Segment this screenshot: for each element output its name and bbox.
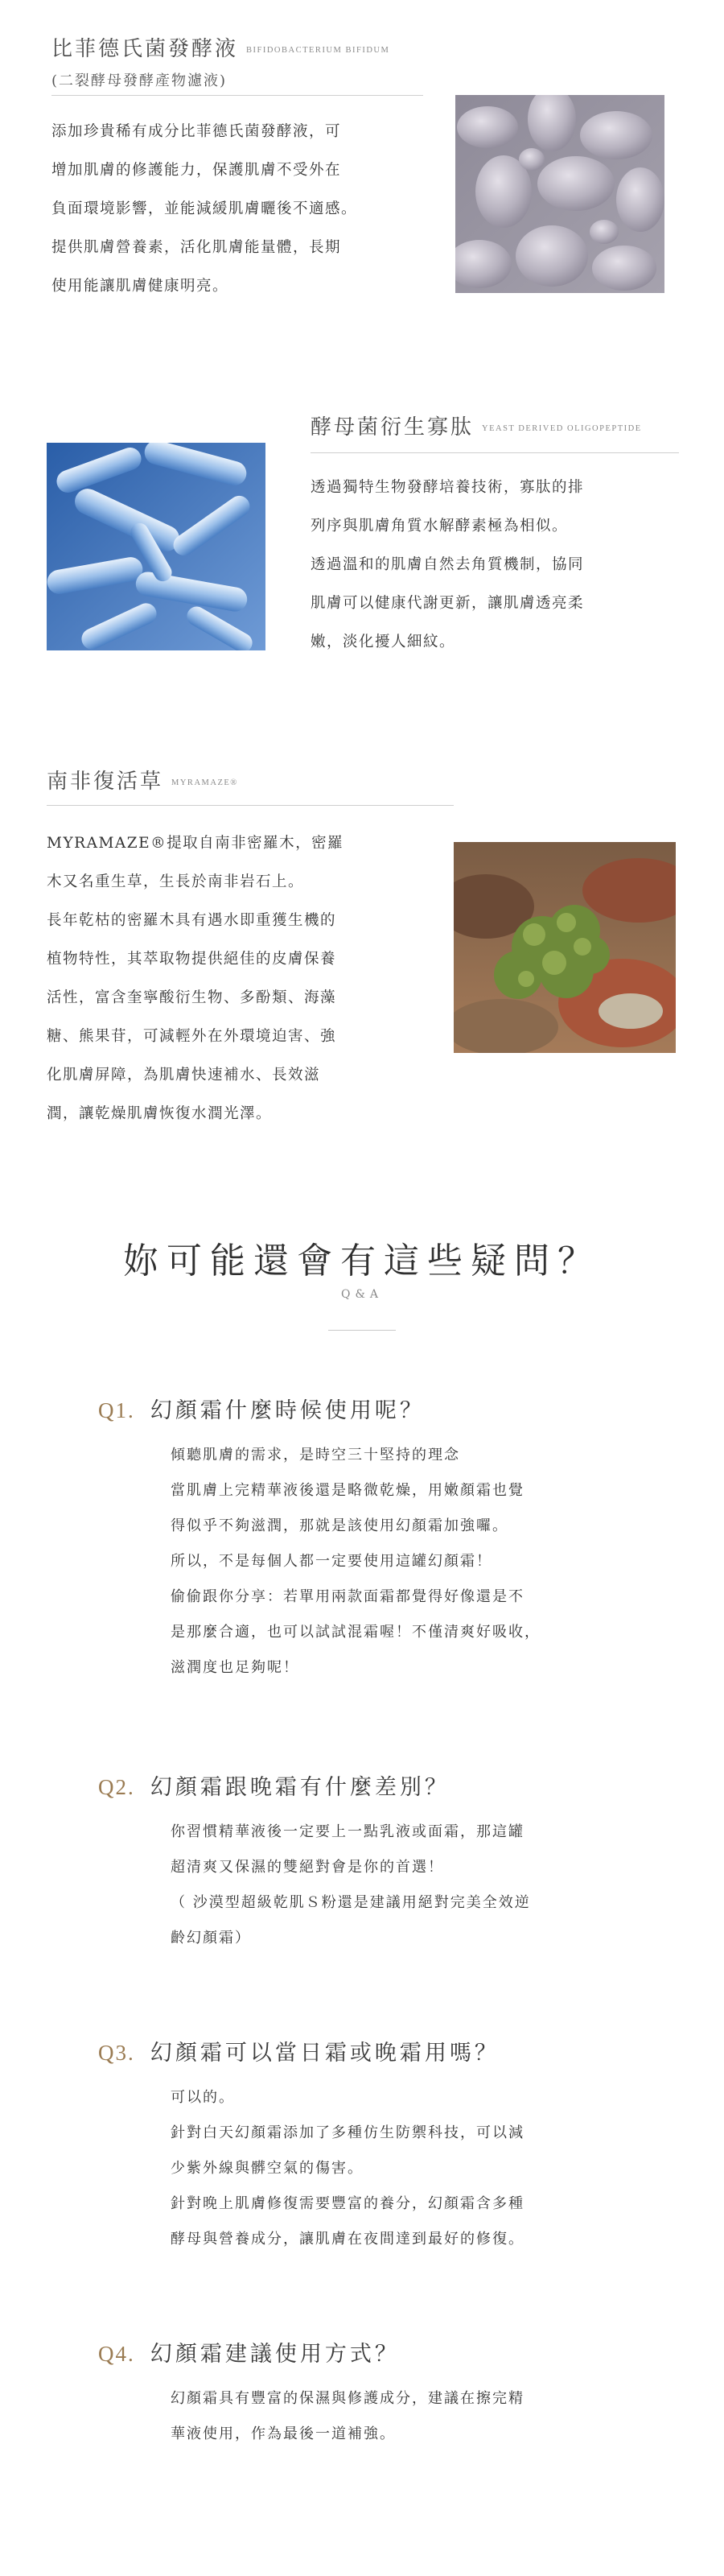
section-3-line: 長年乾枯的密羅木具有遇水即重獲生機的	[47, 912, 337, 929]
faq-answer	[171, 2381, 661, 2452]
section-3-title-row	[47, 765, 238, 795]
section-bifidobacterium	[0, 0, 724, 338]
section-1-body	[51, 113, 438, 306]
faq-subtitle: Q&A	[340, 1288, 384, 1301]
faq-answer-line: 華液使用，作為最後一道補強。	[171, 2425, 396, 2442]
faq-answer	[171, 2080, 661, 2257]
section-2-line: 透過獨特生物發酵培養技術，寡肽的排	[311, 479, 585, 496]
section-3-line: 木又名重生草，生長於南非岩石上。	[47, 873, 305, 890]
faq-question-row	[98, 2336, 400, 2368]
yeast-micrograph-image	[455, 95, 664, 293]
faq-answer-line: 你習慣精華液後一定要上一點乳液或面霜，那這罐	[171, 1823, 524, 1840]
bacteria-micrograph-image	[47, 443, 265, 650]
faq-question-number: Q2.	[98, 1775, 135, 1799]
section-2-line: 肌膚可以健康代謝更新，讓肌膚透亮柔	[311, 595, 585, 612]
faq-answer-line: 當肌膚上完精華液後還是略微乾燥，用嫩顏霜也覺	[171, 1482, 524, 1499]
section-2-line: 透過溫和的肌膚自然去角質機制，協同	[311, 556, 585, 573]
section-3-line: 活性，富含奎寧酸衍生物、多酚類、海藻	[47, 989, 337, 1006]
faq-question-row	[98, 1769, 450, 1801]
section-1-line: 負面環境影響，並能減緩肌膚曬後不適感。	[51, 200, 358, 217]
faq-answer-line: 可以的。	[171, 2089, 235, 2106]
section-3-line: 糖、熊果苷，可減輕外在外環境迫害、強	[47, 1028, 337, 1045]
section-3-divider	[47, 805, 454, 806]
faq-answer	[171, 1438, 661, 1686]
faq-question-text: 幻顏霜可以當日霜或晚霜用嗎？	[150, 2041, 500, 2066]
faq-answer-line: 酵母與營養成分，讓肌膚在夜間達到最好的修復。	[171, 2231, 524, 2248]
section-3-subtitle-en: MYRAMAZE®	[171, 778, 238, 787]
section-1-line: 增加肌膚的修護能力，保護肌膚不受外在	[51, 162, 342, 179]
section-1-line: 提供肌膚營養素，活化肌膚能量體，長期	[51, 239, 342, 256]
section-2-title: 酵母菌衍生寡肽	[311, 415, 475, 440]
section-2-line: 列序與肌膚角質水解酵素極為相似。	[311, 518, 569, 535]
section-1-line: 使用能讓肌膚健康明亮。	[51, 278, 229, 295]
faq-question-row	[98, 2035, 500, 2066]
faq-question-number: Q4.	[98, 2342, 135, 2366]
faq-question-number: Q1.	[98, 1398, 135, 1422]
faq-answer-line: 得似乎不夠滋潤，那就是該使用幻顏霜加強囉。	[171, 1517, 508, 1534]
section-3-title: 南非復活草	[47, 770, 164, 794]
faq-separator	[328, 1330, 396, 1331]
section-2-title-row	[311, 411, 642, 440]
section-2-line: 嫩，淡化擾人細紋。	[311, 634, 456, 650]
faq-title: 妳可能還會有這些疑問？	[123, 1241, 601, 1282]
faq-answer-line: 幻顏霜具有豐富的保濕與修護成分，建議在擦完精	[171, 2390, 524, 2407]
section-3-body	[47, 824, 449, 1133]
section-2-body	[311, 469, 689, 662]
section-1-subtitle-zh: (二裂酵母發酵產物濾液)	[51, 72, 228, 89]
faq-answer-line: 傾聽肌膚的需求，是時空三十堅持的理念	[171, 1447, 460, 1463]
faq-question-row	[98, 1393, 425, 1424]
faq-answer-line: 偷偷跟你分享：若單用兩款面霜都覺得好像還是不	[171, 1588, 524, 1605]
section-1-title: 比菲德氏菌發酵液	[51, 37, 239, 61]
faq-question-text: 幻顏霜建議使用方式？	[150, 2342, 400, 2367]
section-oligopeptide	[0, 386, 724, 724]
section-1-line: 添加珍貴稀有成分比菲德氏菌發酵液，可	[51, 123, 342, 140]
faq-answer-line: 針對白天幻顏霜添加了多種仿生防禦科技，可以減	[171, 2124, 524, 2141]
faq-answer-line: 齡幻顏霜）	[171, 1930, 251, 1946]
section-1-divider	[51, 95, 423, 96]
faq-question-number: Q3.	[98, 2041, 135, 2065]
section-2-subtitle-en: YEAST DERIVED OLIGOPEPTIDE	[482, 423, 642, 433]
section-myramaze	[0, 757, 724, 1143]
faq-answer-line: 少紫外線與髒空氣的傷害。	[171, 2160, 364, 2177]
section-2-divider	[311, 452, 679, 453]
faq-answer-line: 超清爽又保濕的雙絕對會是你的首選！	[171, 1859, 444, 1876]
section-3-line: MYRAMAZE®提取自南非密羅木，密羅	[47, 835, 344, 852]
faq-answer	[171, 1814, 661, 1956]
faq-answer-line: （ 沙漠型超級乾肌Ｓ粉還是建議用絕對完美全效逆	[171, 1894, 531, 1911]
faq-answer-line: 是那麼合適，也可以試試混霜喔！不僅清爽好吸收，	[171, 1624, 541, 1641]
section-1-title-row	[51, 32, 389, 62]
section-1-subtitle-en: BIFIDOBACTERIUM BIFIDUM	[246, 45, 390, 55]
section-3-line: 植物特性，其萃取物提供絕佳的皮膚保養	[47, 951, 337, 968]
section-3-line: 潤，讓乾燥肌膚恢復水潤光澤。	[47, 1105, 273, 1122]
faq-answer-line: 滋潤度也足夠呢！	[171, 1659, 299, 1676]
myramaze-plant-image	[454, 842, 676, 1053]
faq-question-text: 幻顏霜什麼時候使用呢？	[150, 1398, 425, 1423]
faq-answer-line: 所以，不是每個人都一定要使用這罐幻顏霜！	[171, 1553, 492, 1570]
faq-answer-line: 針對晚上肌膚修復需要豐富的養分，幻顏霜含多種	[171, 2195, 524, 2212]
faq-question-text: 幻顏霜跟晚霜有什麼差別？	[150, 1775, 450, 1800]
section-3-line: 化肌膚屏障，為肌膚快速補水、長效滋	[47, 1067, 321, 1084]
